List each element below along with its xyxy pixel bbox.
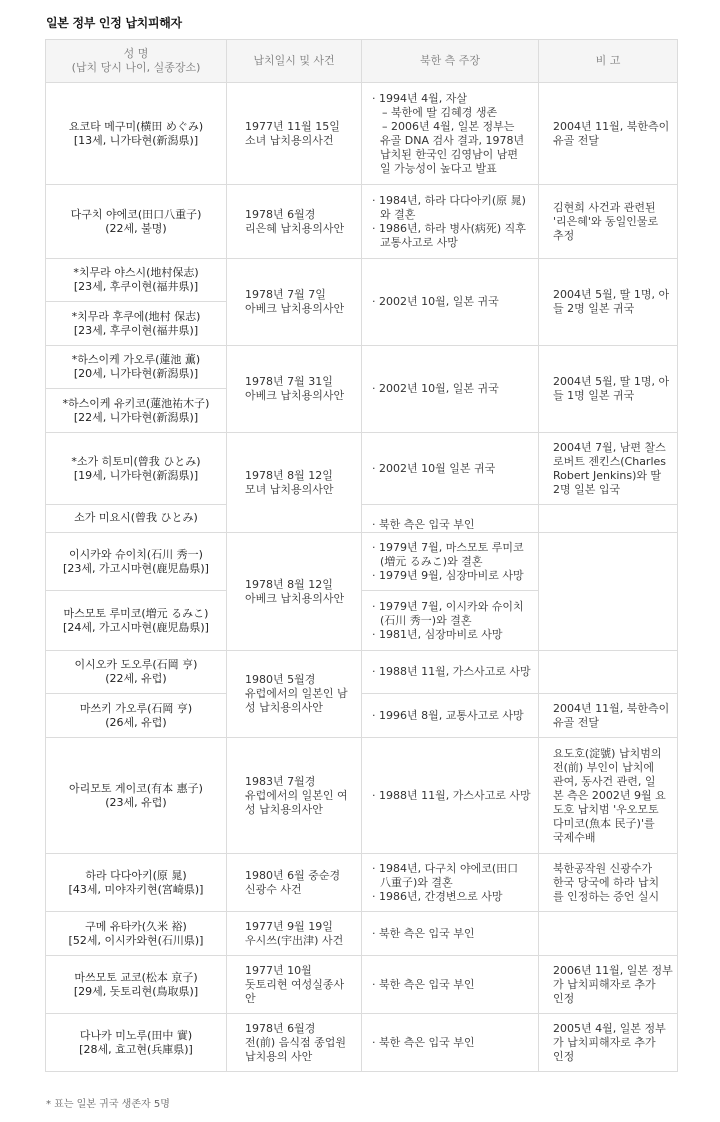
event-cell: 1978년 8월 12일 아베크 납치용의사안	[227, 533, 362, 651]
event-cell: 1983년 7월경 유럽에서의 일본인 여 성 납치용의사안	[227, 738, 362, 854]
note-cell: 북한공작원 신광수가 한국 당국에 하라 납치 를 인정하는 증언 실시	[539, 854, 678, 912]
abductee-table	[45, 39, 678, 1072]
event-cell: 1978년 7월 31일 아베크 납치용의사안	[227, 346, 362, 433]
note-cell: 2004년 11월, 북한측이 유골 전달	[539, 694, 678, 738]
note-cell	[539, 912, 678, 956]
claim-cell: · 2002년 10월, 일본 귀국	[362, 346, 539, 433]
table-row	[46, 533, 678, 591]
name-cell: 이시카와 슈이치(石川 秀一) [23세, 가고시마현(鹿児島県)]	[46, 533, 227, 591]
note-cell: 요도호(淀號) 납치범의 전(前) 부인이 납치에 관여, 동사건 관련, 일 본 측은 2002년 9월 요 도호 납치범 '우오모토 다미코(魚本 民子)'를 국제수배	[539, 738, 678, 854]
name-cell: 다구치 야에코(田口八重子) (22세, 불명)	[46, 185, 227, 259]
table-row	[46, 259, 678, 302]
note-cell: 2004년 7월, 남편 찰스 로버트 젠킨스(Charles Robert Jenkins)와 딸 2명 일본 입국	[539, 433, 678, 505]
name-cell: 마쓰키 가오루(石岡 亨) (26세, 유럽)	[46, 694, 227, 738]
claim-cell: · 1988년 11월, 가스사고로 사망	[362, 738, 539, 854]
note-cell	[539, 533, 678, 651]
table-row	[46, 956, 678, 1014]
claim-cell: · 1994년 4월, 자살 – 북한에 딸 김혜경 생존 – 2006년 4월, 일본 정부는 유골 DNA 검사 결과, 1978년 납치된 한국인 김영남이 남편 일 가능성이 높다고 발표	[362, 83, 539, 185]
event-cell: 1977년 10월 돗토리현 여성실종사 안	[227, 956, 362, 1014]
note-cell: 김현희 사건과 관련된 '리은혜'와 동일인물로 추정	[539, 185, 678, 259]
table-row	[46, 854, 678, 912]
claim-cell: · 1984년, 다구치 야에코(田口 八重子)와 결혼 · 1986년, 간경변으로 사망	[362, 854, 539, 912]
claim-cell: · 2002년 10월 일본 귀국	[362, 433, 539, 505]
claim-cell: · 북한 측은 입국 부인	[362, 505, 539, 533]
claim-cell: · 북한 측은 입국 부인	[362, 912, 539, 956]
claim-cell: · 1979년 7월, 마스모토 루미코 (増元 るみこ)와 결혼 · 1979년 9월, 심장마비로 사망	[362, 533, 539, 591]
name-cell: 다나카 미노루(田中 實) [28세, 효고현(兵庫県)]	[46, 1014, 227, 1072]
name-cell: 이시오카 도오루(石岡 亨) (22세, 유럽)	[46, 651, 227, 694]
footnote: * 표는 일본 귀국 생존자 5명	[46, 1099, 170, 1110]
name-cell: 마쓰모토 교코(松本 京子) [29세, 돗토리현(鳥取県)]	[46, 956, 227, 1014]
table-row	[46, 505, 678, 533]
table-row	[46, 346, 678, 389]
table-row	[46, 694, 678, 738]
claim-cell: · 1979년 7월, 이시카와 슈이치 (石川 秀一)와 결혼 · 1981년, 심장마비로 사망	[362, 591, 539, 651]
event-cell: 1978년 8월 12일 모녀 납치용의사안	[227, 433, 362, 533]
claim-cell: · 1988년 11월, 가스사고로 사망	[362, 651, 539, 694]
event-cell: 1980년 5월경 유럽에서의 일본인 남 성 납치용의사안	[227, 651, 362, 738]
claim-cell: · 1984년, 하라 다다아키(原 晁) 와 결혼 · 1986년, 하라 병사(病死) 직후 교통사고로 사망	[362, 185, 539, 259]
note-cell: 2004년 5월, 딸 1명, 아 들 2명 일본 귀국	[539, 259, 678, 346]
claim-cell: · 2002년 10월, 일본 귀국	[362, 259, 539, 346]
name-cell: *치무라 후쿠에(地村 保志) [23세, 후쿠이현(福井県)]	[46, 302, 227, 346]
event-cell: 1978년 6월경 리은혜 납치용의사안	[227, 185, 362, 259]
table-row	[46, 1014, 678, 1072]
header-claim: 북한 측 주장	[362, 40, 539, 83]
name-cell: 마스모토 루미코(増元 るみこ) [24세, 가고시마현(鹿児島県)]	[46, 591, 227, 651]
note-cell: 2006년 11월, 일본 정부 가 납치피해자로 추가 인정	[539, 956, 678, 1014]
event-cell: 1977년 9월 19일 우시쓰(宇出津) 사건	[227, 912, 362, 956]
event-cell: 1980년 6월 중순경 신광수 사건	[227, 854, 362, 912]
table-row	[46, 651, 678, 694]
claim-cell: · 북한 측은 입국 부인	[362, 956, 539, 1014]
name-cell: 소가 미요시(曾我 ひとみ)	[46, 505, 227, 533]
table-row	[46, 738, 678, 854]
table-row	[46, 433, 678, 505]
claim-cell: · 북한 측은 입국 부인	[362, 1014, 539, 1072]
table-row	[46, 83, 678, 185]
event-cell: 1977년 11월 15일 소녀 납치용의사건	[227, 83, 362, 185]
name-cell: *하스이케 유키코(蓮池祐木子) [22세, 니가타현(新潟県)]	[46, 389, 227, 433]
note-cell: 2005년 4월, 일본 정부 가 납치피해자로 추가 인정	[539, 1014, 678, 1072]
header-note: 비 고	[539, 40, 678, 83]
note-cell	[539, 505, 678, 533]
table-row	[46, 912, 678, 956]
name-cell: *치무라 야스시(地村保志) [23세, 후쿠이현(福井県)]	[46, 259, 227, 302]
name-cell: *소가 히토미(曾我 ひとみ) [19세, 니가타현(新潟県)]	[46, 433, 227, 505]
claim-cell: · 1996년 8월, 교통사고로 사망	[362, 694, 539, 738]
name-cell: *하스이케 가오루(蓮池 薫) [20세, 니가타현(新潟県)]	[46, 346, 227, 389]
event-cell: 1978년 7월 7일 아베크 납치용의사안	[227, 259, 362, 346]
name-cell: 구메 유타카(久米 裕) [52세, 이시카와현(石川県)]	[46, 912, 227, 956]
name-cell: 하라 다다아키(原 晁) [43세, 미야자키현(宮崎県)]	[46, 854, 227, 912]
note-cell: 2004년 11월, 북한측이 유골 전달	[539, 83, 678, 185]
table-row	[46, 185, 678, 259]
header-name: 성 명 (납치 당시 나이, 실종장소)	[46, 40, 227, 83]
header-row	[46, 40, 678, 83]
note-cell	[539, 651, 678, 694]
note-cell: 2004년 5월, 딸 1명, 아 들 1명 일본 귀국	[539, 346, 678, 433]
header-event: 납치일시 및 사건	[227, 40, 362, 83]
name-cell: 아리모토 게이코(有本 惠子) (23세, 유럽)	[46, 738, 227, 854]
name-cell: 요코타 메구미(横田 めぐみ) [13세, 니가타현(新潟県)]	[46, 83, 227, 185]
event-cell: 1978년 6월경 전(前) 음식점 종업원 납치용의 사안	[227, 1014, 362, 1072]
page-title: 일본 정부 인정 납치피해자	[46, 16, 182, 30]
